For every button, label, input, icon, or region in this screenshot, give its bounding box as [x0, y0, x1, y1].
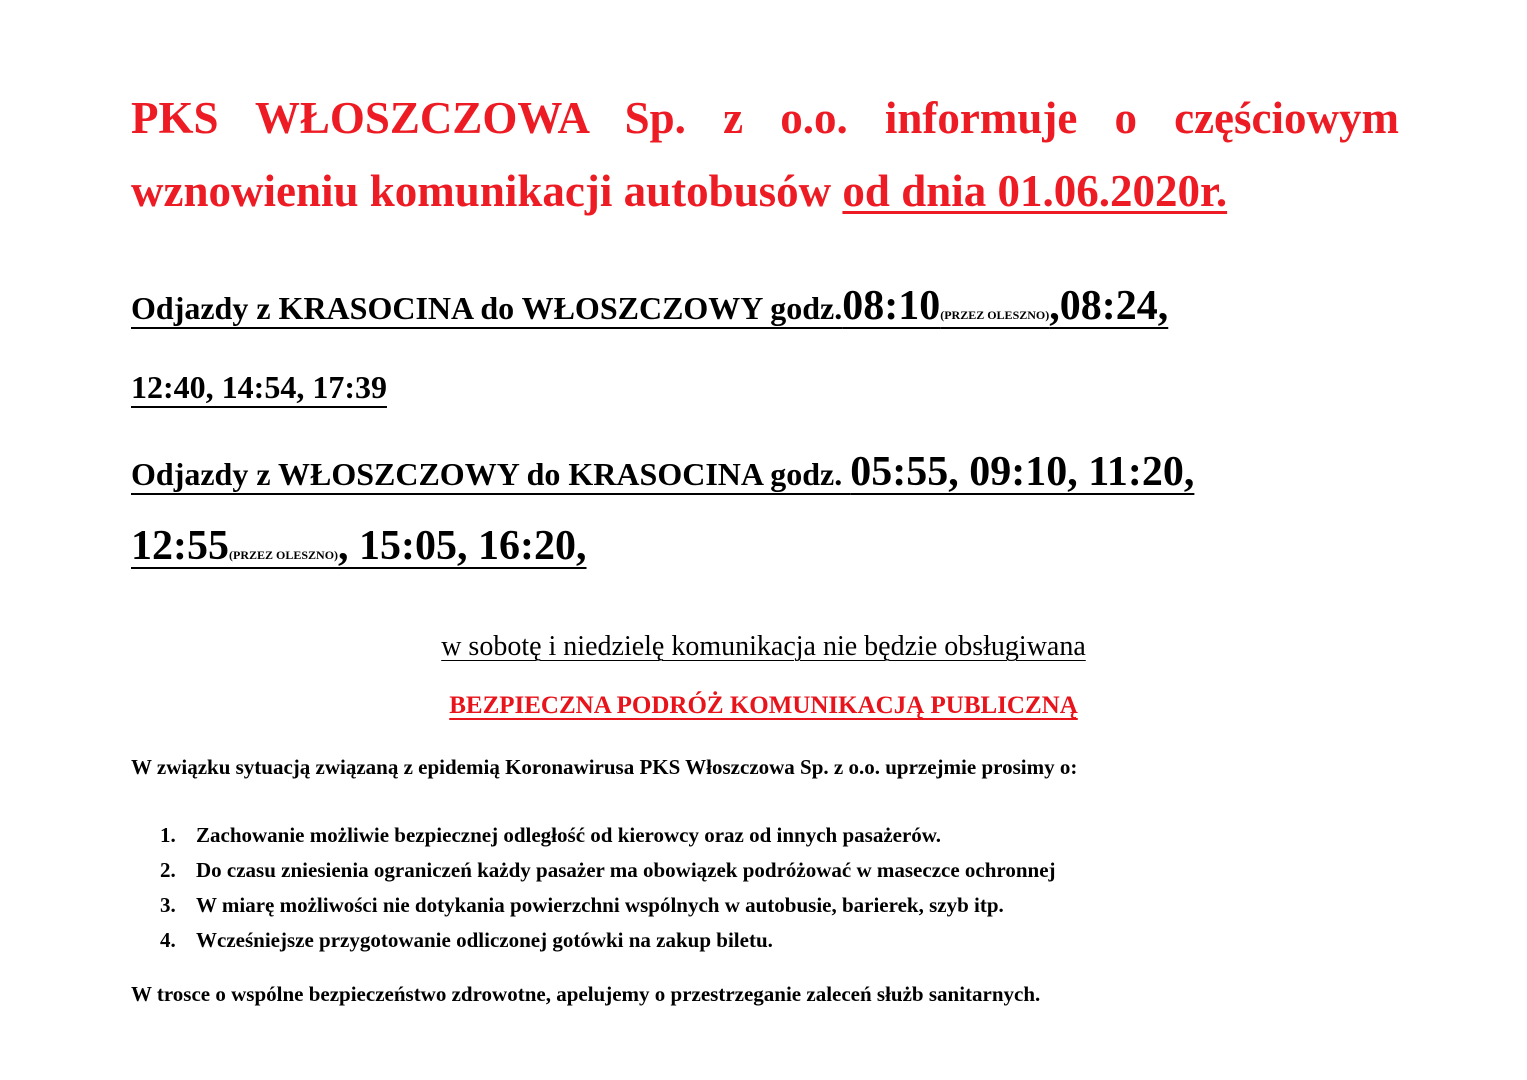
rule-text: Wcześniejsze przygotowanie odliczonej gotówki na zakup biletu. [196, 928, 773, 952]
rule-number: 3. [160, 893, 176, 917]
rules-list [160, 818, 1056, 958]
rule-number: 2. [160, 858, 176, 882]
route1-label: Odjazdy z KRASOCINA do WŁOSZCZOWY godz. [131, 290, 843, 326]
route1-first-note: (PRZEZ OLESZNO) [940, 308, 1050, 322]
route2-note: (PRZEZ OLESZNO) [229, 548, 339, 562]
route2-times-line1: 05:55, 09:10, 11:20, [850, 449, 1195, 495]
route1-first-time: 08:10 [842, 283, 941, 329]
route2-time-with-note: 12:55 [131, 523, 229, 569]
announcement-date: od dnia 01.06.2020r. [842, 166, 1228, 216]
list-item [160, 853, 1056, 888]
route2-times-rest: , 15:05, 16:20, [338, 523, 587, 569]
safety-heading: BEZPIECZNA PODRÓŻ KOMUNIKACJĄ PUBLICZNĄ [449, 692, 1078, 719]
intro-paragraph: W związku sytuacją związaną z epidemią Koronawirusa PKS Włoszczowa Sp. z o.o. uprzejmie prosimy o: [131, 755, 1078, 779]
rule-number: 1. [160, 823, 176, 847]
route1-times-line2: 12:40, 14:54, 17:39 [131, 369, 387, 405]
list-item [160, 818, 1056, 853]
announcement-header [131, 82, 1399, 228]
rule-text: Zachowanie możliwie bezpiecznej odległość od kierowcy oraz od innych pasażerów. [196, 823, 942, 847]
route1-times-line1: ,08:24, [1049, 283, 1169, 329]
rule-text: Do czasu zniesienia ograniczeń każdy pasażer ma obowiązek podróżować w maseczce ochronnej [196, 858, 1056, 882]
list-item [160, 888, 1056, 923]
rule-text: W miarę możliwości nie dotykania powierzchni wspólnych w autobusie, barierek, szyb itp. [196, 893, 1004, 917]
departures-wloszczowa-to-krasocin [131, 436, 1399, 591]
rule-number: 4. [160, 928, 176, 952]
departures-krasocin-to-wloszczowa [131, 270, 1399, 423]
route2-label: Odjazdy z WŁOSZCZOWY do KRASOCINA godz. [131, 456, 851, 492]
list-item [160, 923, 1056, 958]
closing-paragraph: W trosce o wspólne bezpieczeństwo zdrowotne, apelujemy o przestrzeganie zaleceń służb sanitarnych. [131, 982, 1041, 1006]
announcement-title: PKS WŁOSZCZOWA Sp. z o.o. informuje o częściowym wznowieniu komunikacji autobusów [131, 93, 1399, 216]
weekend-notice: w sobotę i niedzielę komunikacja nie będzie obsługiwana [441, 631, 1086, 662]
